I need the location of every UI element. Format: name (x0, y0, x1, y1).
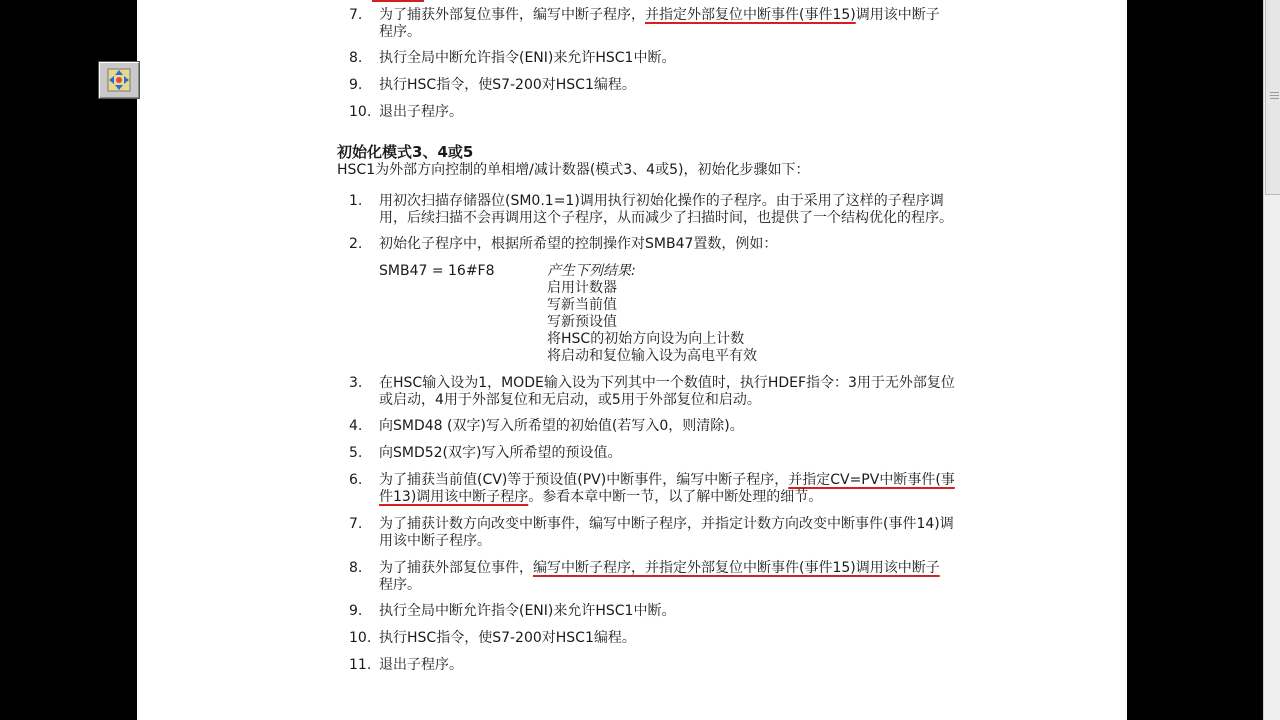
list-item: 初始化子程序中，根据所希望的控制操作对SMB47置数，例如： (379, 236, 778, 252)
list-number: 8. (349, 50, 363, 66)
list-item: 执行全局中断允许指令(ENI)来允许HSC1中断。 (379, 603, 676, 619)
list-item: 执行HSC指令，使S7-200对HSC1编程。 (379, 630, 636, 646)
list-number: 4. (349, 418, 363, 434)
example-result: 写新当前值 (547, 297, 617, 313)
list-item: 为了捕获外部复位事件，编写中断子程序，并指定外部复位中断事件(事件15)调用该中断子 程序。 (379, 7, 940, 40)
list-item: 退出子程序。 (379, 657, 463, 673)
list-item: 执行HSC指令，使S7-200对HSC1编程。 (379, 77, 636, 93)
list-item: 执行全局中断允许指令(ENI)来允许HSC1中断。 (379, 50, 676, 66)
list-item: 向SMD52(双字)写入所希望的预设值。 (379, 445, 622, 461)
move-arrows-icon (106, 67, 132, 93)
example-result-heading: 产生下列结果: (547, 263, 636, 279)
list-number: 3. (349, 375, 363, 391)
red-underline-mark (372, 0, 424, 2)
pan-tool-button[interactable] (98, 61, 140, 99)
list-number: 7. (349, 516, 363, 532)
list-number: 5. (349, 445, 363, 461)
example-code: SMB47 = 16#F8 (379, 263, 495, 279)
vertical-scrollbar[interactable] (1263, 0, 1280, 720)
list-number: 8. (349, 560, 363, 576)
example-result: 启用计数器 (547, 280, 617, 296)
list-item: 在HSC输入设为1，MODE输入设为下列其中一个数值时，执行HDEF指令：3用于无外部复位 或启动，4用于外部复位和无启动，或5用于外部复位和启动。 (379, 375, 955, 408)
document-page (137, 0, 1127, 720)
list-item: 为了捕获计数方向改变中断事件，编写中断子程序，并指定计数方向改变中断事件(事件14)调 用该中断子程序。 (379, 516, 954, 549)
list-item: 用初次扫描存储器位(SM0.1=1)调用执行初始化操作的子程序。由于采用了这样的子程序调 用，后续扫描不会再调用这个子程序，从而减少了扫描时间，也提供了一个结构优化的程序。 (379, 193, 953, 226)
list-number: 6. (349, 472, 363, 488)
list-number: 10. (349, 104, 372, 120)
example-result: 将启动和复位输入设为高电平有效 (547, 348, 757, 364)
section-intro: HSC1为外部方向控制的单相增/减计数器(模式3、4或5)，初始化步骤如下： (337, 162, 810, 178)
list-number: 1. (349, 193, 363, 209)
list-number: 2. (349, 236, 363, 252)
list-number: 11. (349, 657, 372, 673)
list-item: 退出子程序。 (379, 104, 463, 120)
example-result: 将HSC的初始方向设为向上计数 (547, 331, 745, 347)
list-item: 为了捕获外部复位事件，编写中断子程序，并指定外部复位中断事件(事件15)调用该中断子 程序。 (379, 560, 940, 593)
list-item: 为了捕获当前值(CV)等于预设值(PV)中断事件，编写中断子程序，并指定CV=PV中断事件(事 件13)调用该中断子程序。参看本章中断一节，以了解中断处理的细节。 (379, 472, 955, 505)
example-result: 写新预设值 (547, 314, 617, 330)
list-number: 9. (349, 77, 363, 93)
list-number: 9. (349, 603, 363, 619)
list-number: 7. (349, 7, 363, 23)
list-item: 向SMD48 (双字)写入所希望的初始值(若写入0，则清除)。 (379, 418, 744, 434)
list-number: 10. (349, 630, 372, 646)
scroll-thumb[interactable] (1265, 0, 1280, 195)
section-heading: 初始化模式3、4或5 (337, 143, 474, 161)
